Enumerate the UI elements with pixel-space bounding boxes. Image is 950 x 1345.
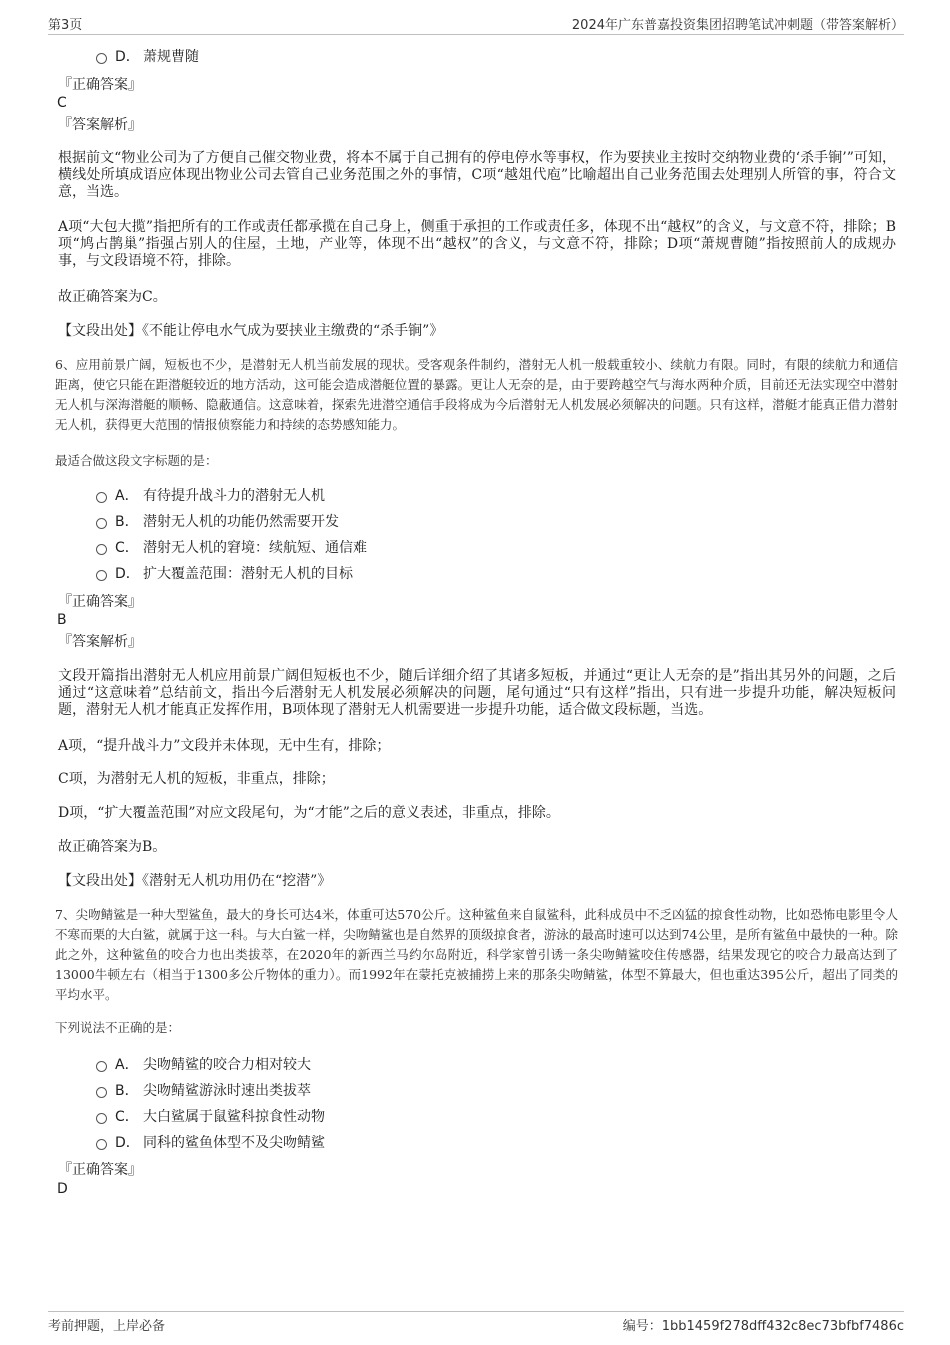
radio-icon[interactable] — [96, 570, 107, 581]
q5-answer-label: 『正确答案』 — [58, 77, 142, 93]
q7-answer: D — [57, 1181, 68, 1197]
q5-analysis-p2: A项“大包大揽”指把所有的工作或责任都承揽在自己身上，侧重于承担的工作或责任多，体现不出“越权”的含义，与文意不符，排除；B项“鸠占鹊巢”指强占别人的住屋，土地，产业等，体现不出“越权”的含义，与文意不符，排除；D项“萧规曹随”指按照前人的成规办事，与文段语境不符，排除。 — [58, 219, 896, 269]
q6-conclusion: 故正确答案为B。 — [58, 839, 167, 855]
q6-option-a[interactable]: A． 有待提升战斗力的潜射无人机 — [96, 486, 325, 506]
radio-icon[interactable] — [96, 1113, 107, 1124]
document-title: 2024年广东普嘉投资集团招聘笔试冲刺题（带答案解析） — [571, 18, 904, 33]
q6-answer-label: 『正确答案』 — [58, 594, 142, 610]
radio-icon[interactable] — [96, 492, 107, 503]
radio-icon[interactable] — [96, 1087, 107, 1098]
page-header — [48, 12, 904, 35]
q7-option-c[interactable]: C． 大白鲨属于鼠鲨科掠食性动物 — [96, 1107, 325, 1127]
q7-passage: 7、尖吻鲭鲨是一种大型鲨鱼，最大的身长可达4米，体重可达570公斤。这种鲨鱼来自鼠鲨科，此科成员中不乏凶猛的掠食性动物，比如恐怖电影里令人不寒而栗的大白鲨，就属于这一科。与大白鲨一样，尖吻鲭鲨也是自然界的顶级掠食者，游泳的最高时速可以达到74公里，是所有鲨鱼中最快的一种。除此之外，这种鲨鱼的咬合力也出类拔萃，在2020年的新西兰马约尔岛附近，科学家曾引诱一条尖吻鲭鲨咬住传感器，结果发现它的咬合力最高达到了13000牛顿左右（相当于1300多公斤物体的重力）。而1992年在蒙托克被捕捞上来的那条尖吻鲭鲨，体型不算最大，但也重达395公斤，超出了同类的平均水平。 — [55, 907, 898, 1002]
radio-icon[interactable] — [96, 1061, 107, 1072]
q7-option-a[interactable]: A． 尖吻鲭鲨的咬合力相对较大 — [96, 1055, 311, 1075]
q5-conclusion: 故正确答案为C。 — [58, 289, 167, 305]
q7-prompt: 下列说法不正确的是： — [55, 1020, 181, 1035]
q6-option-d[interactable]: D． 扩大覆盖范围：潜射无人机的目标 — [96, 564, 353, 584]
q6-analysis-d: D项，“扩大覆盖范围”对应文段尾句，为“才能”之后的意义表述，非重点，排除。 — [58, 805, 560, 821]
q6-source: 【文段出处】《潜射无人机功用仍在“挖潜”》 — [58, 873, 332, 889]
q7-option-d[interactable]: D． 同科的鲨鱼体型不及尖吻鲭鲨 — [96, 1133, 325, 1153]
q6-prompt: 最适合做这段文字标题的是： — [55, 453, 218, 468]
q5-answer: C — [57, 95, 67, 111]
q5-source: 【文段出处】《不能让停电水气成为要挟业主缴费的“杀手锏”》 — [58, 323, 444, 339]
q5-option-d[interactable]: D． 萧规曹随 — [96, 47, 199, 67]
radio-icon[interactable] — [96, 53, 107, 64]
q7-answer-label: 『正确答案』 — [58, 1162, 142, 1178]
footer-slogan: 考前押题，上岸必备 — [48, 1319, 166, 1334]
page-number: 第3页 — [48, 18, 83, 33]
radio-icon[interactable] — [96, 1139, 107, 1150]
q5-analysis-label: 『答案解析』 — [58, 117, 142, 133]
q6-analysis-p1: 文段开篇指出潜射无人机应用前景广阔但短板也不少，随后详细介绍了其诸多短板，并通过“更让人无奈的是”指出其另外的问题，之后通过“这意味着”总结前文，指出今后潜射无人机发展必须解决的问题，尾句通过“只有这样”指出，只有进一步提升功能，解决短板问题，潜射无人机才能真正发挥作用，B项体现了潜射无人机需要进一步提升功能，适合做文段标题，当选。 — [58, 668, 896, 718]
radio-icon[interactable] — [96, 518, 107, 529]
page-footer — [48, 1311, 904, 1338]
q6-passage: 6、应用前景广阔，短板也不少，是潜射无人机当前发展的现状。受客观条件制约，潜射无人机一般载重较小、续航力有限。同时，有限的续航力和通信距离，使它只能在距潜艇较近的地方活动，这可能会造成潜艇位置的暴露。更让人无奈的是，由于要跨越空气与海水两种介质，目前还无法实现空中潜射无人机与深海潜艇的顺畅、隐蔽通信。这意味着，探索先进潜空通信手段将成为今后潜射无人机发展必须解决的问题。只有这样，潜艇才能真正借力潜射无人机，获得更大范围的情报侦察能力和持续的态势感知能力。 — [55, 357, 898, 432]
q6-option-c[interactable]: C． 潜射无人机的窘境：续航短、通信难 — [96, 538, 367, 558]
q5-analysis-p1: 根据前文“物业公司为了方便自己催交物业费，将本不属于自己拥有的停电停水等事权，作为要挟业主按时交纳物业费的‘杀手锏’”可知，横线处所填成语应体现出物业公司去管自己业务范围之外的事情，C项“越俎代庖”比喻超出自己业务范围去处理别人所管的事，符合文意，当选。 — [58, 150, 896, 200]
radio-icon[interactable] — [96, 544, 107, 555]
q6-option-b[interactable]: B． 潜射无人机的功能仍然需要开发 — [96, 512, 339, 532]
document-id: 编号：1bb1459f278dff432c8ec73bfbf7486c — [622, 1319, 904, 1334]
q6-answer: B — [57, 612, 67, 628]
q6-analysis-c: C项，为潜射无人机的短板，非重点，排除； — [58, 771, 335, 787]
q7-option-b[interactable]: B． 尖吻鲭鲨游泳时速出类拔萃 — [96, 1081, 311, 1101]
q6-analysis-a: A项，“提升战斗力”文段并未体现，无中生有，排除； — [58, 738, 391, 754]
q6-analysis-label: 『答案解析』 — [58, 634, 142, 650]
